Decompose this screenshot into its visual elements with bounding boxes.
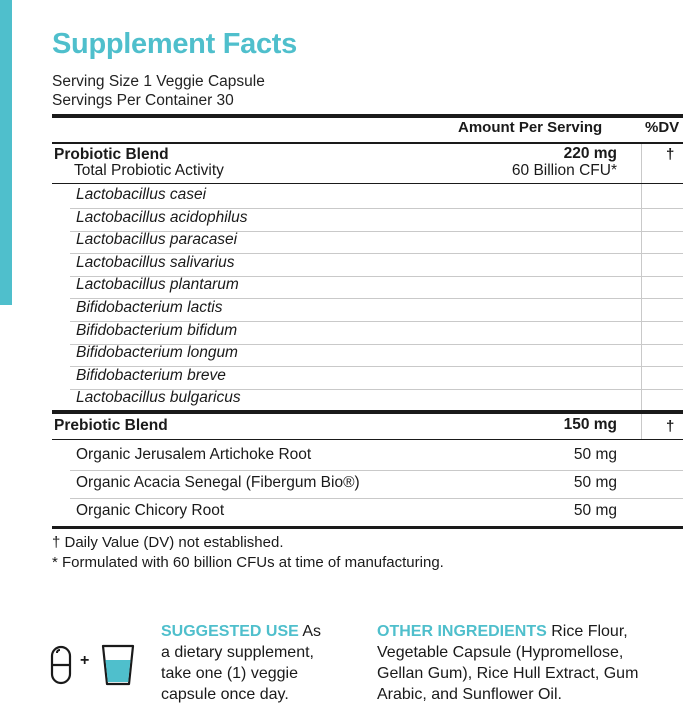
dv-header: %DV [645,119,680,136]
suggested-use-line-3: take one (1) veggie [161,665,298,682]
suggested-use-line-4: capsule once day. [161,686,289,703]
other-ingredients [377,621,638,705]
probiotic-dv: † [666,146,675,163]
footnote-dv: † Daily Value (DV) not established. [52,534,284,551]
capsule-icon [50,645,72,690]
suggested-use-line-2: a dietary supplement, [161,644,314,661]
plus-icon: + [80,652,90,669]
suggested-use-label: SUGGESTED USE [161,623,299,640]
strain-name: Bifidobacterium lactis [76,299,223,316]
water-glass-icon [100,643,136,692]
strain-name: Lactobacillus acidophilus [76,208,248,226]
strain-name: Bifidobacterium breve [76,366,226,384]
serving-size: Serving Size 1 Veggie Capsule [52,73,265,90]
other-ingredients-line-2: Vegetable Capsule (Hypromellose, [377,644,624,661]
prebiotic-item-name: Organic Jerusalem Artichoke Root [76,446,312,463]
probiotic-activity-label: Total Probiotic Activity [74,162,224,179]
header-rule [52,142,683,144]
other-ingredients-label: OTHER INGREDIENTS [377,623,547,640]
strain-name: Lactobacillus salivarius [76,253,235,271]
other-ingredients-line-4: Arabic, and Sunflower Oil. [377,686,562,703]
strain-name: Bifidobacterium bifidum [76,321,238,339]
prebiotic-item-amount: 50 mg [573,502,617,519]
prebiotic-divider [70,470,683,471]
page-title: Supplement Facts [52,28,297,60]
strain-name: Lactobacillus bulgaricus [76,389,241,407]
prebiotic-divider [70,498,683,499]
suggested-use [161,621,321,705]
accent-bar [0,0,12,305]
prebiotic-item-amount: 50 mg [573,446,617,463]
prebiotic-dv: † [666,418,675,435]
prebiotic-blend-name: Prebiotic Blend [54,417,168,434]
prebiotic-item-amount: 50 mg [573,474,617,491]
top-rule [52,114,683,118]
bottom-rule [52,526,683,529]
servings-per-container: Servings Per Container 30 [52,92,234,109]
dv-column-divider-2 [641,414,642,440]
prebiotic-item-name: Organic Acacia Senegal (Fibergum Bio®) [76,474,360,491]
probiotic-rule [52,183,683,184]
prebiotic-top-rule [52,410,683,414]
other-ingredients-line-3: Gellan Gum), Rice Hull Extract, Gum [377,665,639,682]
probiotic-blend-name: Probiotic Blend [54,146,169,163]
other-ingredients-line-1: Rice Flour, [546,623,628,640]
strain-name: Lactobacillus plantarum [76,276,239,294]
strain-name: Lactobacillus paracasei [76,231,238,249]
prebiotic-rule [52,439,683,440]
probiotic-blend-amount: 220 mg [563,145,617,162]
prebiotic-blend-amount: 150 mg [563,416,617,433]
strain-name: Bifidobacterium longum [76,344,238,362]
footnote-cfu: * Formulated with 60 billion CFUs at time of manufacturing. [52,554,444,571]
suggested-use-line-1: As [298,623,322,640]
strain-name: Lactobacillus casei [76,186,207,203]
prebiotic-item-name: Organic Chicory Root [76,502,225,519]
amount-header: Amount Per Serving [458,119,603,136]
probiotic-activity-value: 60 Billion CFU* [511,162,617,179]
